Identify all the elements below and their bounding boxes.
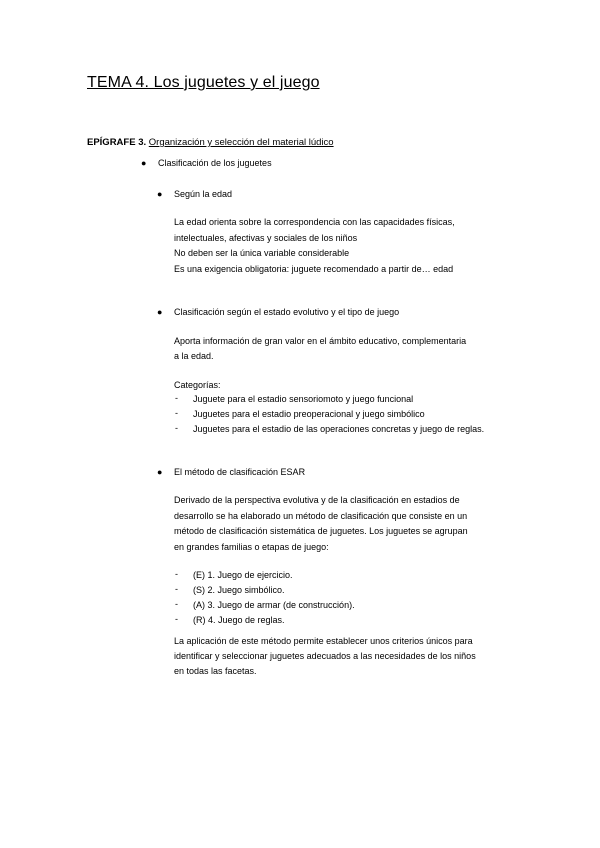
dash-marker: - bbox=[175, 393, 178, 403]
esar-line: Derivado de la perspectiva evolutiva y de la clasificación en estadios de bbox=[174, 495, 460, 505]
edad-line: intelectuales, afectivas y sociales de los niños bbox=[174, 233, 358, 243]
esar-heading: El método de clasificación ESAR bbox=[174, 467, 306, 477]
bullet-icon: ● bbox=[141, 158, 147, 168]
categoria-item: Juguetes para el estadio preoperacional y juego simbólico bbox=[193, 409, 425, 419]
epigrafe-label: EPÍGRAFE 3. bbox=[87, 137, 147, 148]
esar-line: en grandes familias o etapas de juego: bbox=[174, 542, 329, 552]
section-heading bbox=[87, 137, 334, 148]
categoria-item: Juguetes para el estadio de las operaciones concretas y juego de reglas. bbox=[193, 424, 485, 434]
dash-marker: - bbox=[175, 569, 178, 579]
esar-closing-line: La aplicación de este método permite establecer unos criterios únicos para bbox=[174, 636, 473, 646]
level1-heading: Clasificación de los juguetes bbox=[158, 158, 272, 168]
esar-closing-line: en todas las facetas. bbox=[174, 666, 257, 676]
categorias-label: Categorías: bbox=[174, 380, 221, 390]
bullet-icon: ● bbox=[157, 189, 163, 199]
edad-line: La edad orienta sobre la correspondencia con las capacidades físicas, bbox=[174, 217, 455, 227]
evolutivo-line: Aporta información de gran valor en el ámbito educativo, complementaria bbox=[174, 336, 467, 346]
evolutivo-line: a la edad. bbox=[174, 351, 214, 361]
dash-marker: - bbox=[175, 423, 178, 433]
bullet-icon: ● bbox=[157, 307, 163, 317]
dash-marker: - bbox=[175, 408, 178, 418]
esar-item: (S) 2. Juego simbólico. bbox=[193, 585, 285, 595]
edad-heading: Según la edad bbox=[174, 189, 233, 199]
dash-marker: - bbox=[175, 614, 178, 624]
categoria-item: Juguete para el estadio sensoriomoto y juego funcional bbox=[193, 394, 414, 404]
esar-item: (R) 4. Juego de reglas. bbox=[193, 615, 285, 625]
dash-marker: - bbox=[175, 599, 178, 609]
esar-closing-line: identificar y seleccionar juguetes adecuados a las necesidades de los niños bbox=[174, 651, 476, 661]
bullet-icon: ● bbox=[157, 467, 163, 477]
esar-item: (A) 3. Juego de armar (de construcción). bbox=[193, 600, 355, 610]
esar-line: desarrollo se ha elaborado un método de clasificación que consiste en un bbox=[174, 511, 468, 521]
evolutivo-heading: Clasificación según el estado evolutivo y el tipo de juego bbox=[174, 307, 400, 317]
dash-marker: - bbox=[175, 584, 178, 594]
page-title: TEMA 4. Los juguetes y el juego bbox=[87, 74, 320, 91]
epigrafe-text: Organización y selección del material lúdico bbox=[148, 137, 334, 148]
esar-line: método de clasificación sistemática de juguetes. Los juguetes se agrupan bbox=[174, 526, 468, 536]
edad-line: Es una exigencia obligatoria: juguete recomendado a partir de… edad bbox=[174, 264, 454, 274]
esar-item: (E) 1. Juego de ejercicio. bbox=[193, 570, 293, 580]
edad-line: No deben ser la única variable considerable bbox=[174, 248, 350, 258]
